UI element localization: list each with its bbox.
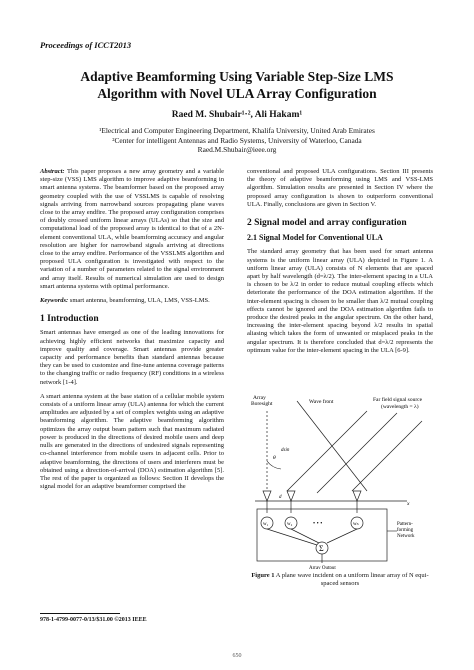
dsin-label: dsin (281, 448, 290, 453)
far-field-label: Far field signal source (373, 397, 423, 403)
antenna-elements (263, 491, 361, 513)
summer-symbol: Σ (319, 544, 324, 553)
theta-arc (267, 461, 281, 469)
right-column-text (247, 168, 433, 355)
keywords-label: Keywords: (40, 297, 69, 305)
footer-isbn: 978-1-4799-0077-0/13/$31.00 ©2013 IEEE (40, 617, 147, 623)
figure-1-caption-label: Figure 1 (251, 572, 275, 579)
footer-divider (40, 613, 120, 614)
abstract-block (40, 168, 224, 491)
intro-paragraph-1: Smart antennas have emerged as one of the leading innovations for achieving highly efficient networks that maximize capacity and improve quality and coverage. Smart antennas provide greater capacity and performance benefits than standard antennas because they can be used to customize and fine-tune antenna coverage patterns to the changing traffic or radio frequency (RF) conditions in a wireless network [1-4]. (40, 329, 224, 386)
intro-paragraph-2: A smart antenna system at the base station of a cellular mobile system consists of a uniform linear array (ULA) antenna for which the current amplitudes are adjusted by a set of complex weights using an adaptive beamforming algorithm. The adaptive beamforming algorithm optimizes the array output beam pattern such that maximum radiated power is produced in the directions of desired mobile users and deep nulls are generated in the directions of undesired signals representing co-channel interference from mobile users in adjacent cells. Prior to adaptive beamforming, the directions of users and interferers must be obtained using a direction-of-arrival (DOA) estimation algorithm [5]. The rest of the paper is organized as follows: Section II develops the signal model for an adaptive beamformer comprised the (40, 392, 224, 491)
affiliation-1: ¹Electrical and Computer Engineering Department, Khalifa University, United Arab Emirates (99, 126, 375, 135)
section-heading-signal-model: 2 Signal model and array configuration (247, 218, 407, 229)
figure-1 (247, 391, 433, 574)
keywords (40, 297, 224, 305)
right-paragraph-1: The standard array geometry that has been used for smart antenna systems is the uniform linear array (ULA) depicted in Figure 1. A uniform linear array (ULA) consists of N elements that are spaced apart by half wavelength (d=λ/2). The inter-element spacing in a ULA is chosen to be λ/2 in order to reduce mutual coupling effects which deteriorate the performance of the DOA estimation algorithm. If the inter-element spacing is chosen to be smaller than λ/2 mutual coupling effects cannot be ignored and the DOA estimation algorithm fails to produce the desired peaks in the angular spectrum. On the other hand, increasing the inter-element spacing beyond λ/2 results in spatial aliasing which takes the form of unwanted or misplaced peaks in the angular spectrum. It is therefore concluded that d=λ/2 represents the optimum value for the inter-element spacing in the ULA [6-9]. (247, 248, 433, 354)
weight-n-label: wₙ (353, 522, 359, 527)
abstract-text: This paper proposes a new array geometry and a variable step-size (VSS) LMS algorithm to improve adaptive beamforming in smart antenna systems. The beamformer based on the proposed array geometry coupled with the use of VSSLMS is capable of resolving signals arriving from narrowband sources propagating plane waves close to the array endfire. The proposed array configuration comprises of doubly crossed uniform linear arrays (ULAs) so that the size and computational load of the proposed array is identical to that of a 2N-element conventional ULA, while beamforming accuracy and angular resolution are higher for narrowband signals arriving at directions close to the array endfire. Performance of the VSSLMS algorithm and proposed ULA configuration is investigated with respect to the variation of a number of parameters related to the signal environment and array itself. Results of numerical simulation are used to design smart antenna systems with optimal performance. (40, 168, 224, 290)
title-line-1: Adaptive Beamforming Using Variable Step-Size LMS (80, 69, 394, 84)
abstract (40, 168, 224, 291)
wave-front-label: Wave front (309, 399, 334, 405)
weight-1-label: w₁ (263, 522, 269, 527)
right-paragraph-0: conventional and proposed ULA configurations. Section III presents the theory of adaptive beamforming using LMS and VSS-LMS algorithm. Simulation results are presented in Section IV where the proposed array configuration is shown to outperform conventional ULA. Finally, conclusions are given in Section V. (247, 168, 433, 208)
spacing-d-label: d (279, 495, 282, 500)
array-output-label: Array Output (309, 566, 336, 569)
keywords-text: smart antenna, beamforming, ULA, LMS, VSS-LMS. (69, 297, 210, 305)
weight-2-label: w₂ (287, 522, 293, 527)
figure-1-caption (247, 572, 433, 588)
pattern-forming-label: Pattern-forming Network (397, 522, 415, 539)
email: Raed.M.Shubair@ieee.org (197, 145, 277, 155)
figure-1-caption-text: A plane wave incident on a uniform linear array of N equi-spaced sensors (275, 572, 429, 587)
affiliations (40, 126, 434, 155)
array-boresight-label: Array Boresight (251, 395, 273, 407)
theta-label: θ (273, 455, 276, 461)
subsection-heading-conventional-ula: 2.1 Signal Model for Conventional ULA (247, 233, 383, 243)
wavelength-label: (wavelength = λ) (381, 404, 419, 410)
incident-ray-3 (287, 411, 367, 491)
authors: Raed M. Shubair¹·², Ali Hakam¹ (171, 110, 303, 120)
x-axis-label: x (407, 501, 410, 507)
weights-ellipsis: • • • (313, 521, 323, 527)
proceedings-header: Proceedings of ICCT2013 (40, 40, 132, 50)
section-heading-introduction: 1 Introduction (40, 314, 99, 325)
affiliation-2: ²Center for intelligent Antennas and Radio Systems, University of Waterloo, Canada (112, 135, 362, 145)
incident-ray-2 (352, 421, 422, 491)
paper-title (40, 68, 434, 102)
abstract-label: Abstract: (40, 168, 65, 175)
figure-1-diagram (247, 391, 433, 569)
title-line-2: Algorithm with Novel ULA Array Configuration (97, 86, 377, 101)
page-number: 650 (232, 653, 242, 659)
incident-ray-1 (317, 413, 397, 493)
